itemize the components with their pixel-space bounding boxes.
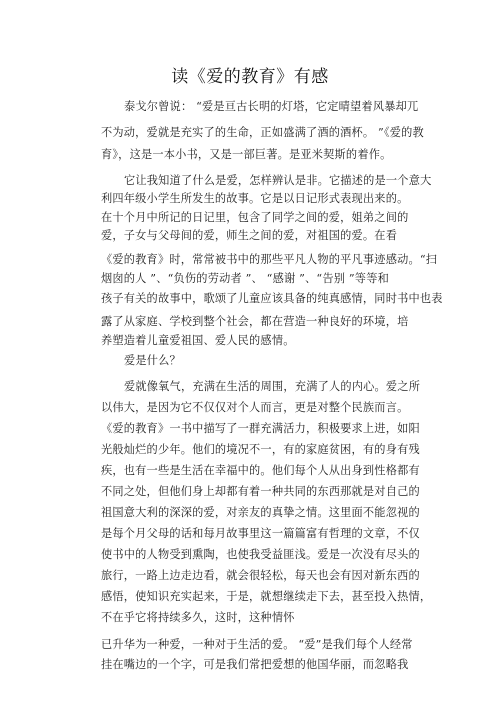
text-line: 光般灿烂的少年。他们的境况不一，有的家庭贫困，有的身有残 xyxy=(101,443,420,456)
text-line: 爱就像氧气，充满在生活的周围，充满了人的内心。爱之所 xyxy=(124,380,421,393)
text-line: 使书中的人物受到熏陶，也使我受益匪浅。爱是一次没有尽头的 xyxy=(101,548,420,561)
text-line: 不为动，爱就是充实了的生命，正如盛满了酒的酒杯。 ”《爱的教 xyxy=(101,126,424,139)
text-line: 是每个月父母的话和每月故事里这一篇篇富有哲理的文章，不仅 xyxy=(101,527,420,540)
text-line: 《爱的教育》时，常常被书中的那些平凡人物的平凡事迹感动。“扫 xyxy=(101,253,438,266)
text-line: 已升华为一种爱，一种对于生活的爱。 “爱”是我们每个人经常 xyxy=(101,638,413,651)
text-line: 旅行，一路上边走边看，就会很轻松，每天也会有因对新东西的 xyxy=(101,569,420,582)
text-line: 感悟，使知识充实起来，于是，就想继续走下去，甚至投入热情， xyxy=(101,590,432,603)
text-line: 在十个月中所记的日记里，包含了同学之间的爱，姐弟之间的 xyxy=(101,211,409,224)
text-line: 爱，子女与父母间的爱，师生之间的爱，对祖国的爱。在看 xyxy=(101,229,398,242)
text-line: 《爱的教育》一书中描写了一群充满活力，积极要求上进，如阳 xyxy=(101,422,420,435)
text-line: 挂在嘴边的一个字，可是我们常把爱想的他国华丽，而忽略我 xyxy=(101,658,409,671)
text-line: 泰戈尔曾说： “爱是亘古长明的灯塔，它定晴望着风暴却兀 xyxy=(124,100,419,113)
text-line: 它让我知道了什么是爱，怎样辨认是非。它描述的是一个意大 xyxy=(124,174,432,187)
text-line: 利四年级小学生所发生的故事。它是以日记形式表现出来的。 xyxy=(101,192,409,205)
text-line: 烟囱的人 ”、“负伤的劳动者 ”、 “感谢 ”、“告别 ”等等和 xyxy=(101,272,389,285)
text-line: 孩子有关的故事中，歌颂了儿童应该具备的纯真感情，同时书中也表 xyxy=(101,292,443,305)
text-line: 育》，这是一本小书，又是一部巨著。是亚米契斯的着作。 xyxy=(101,148,392,161)
text-line: 疾，也有一些是生活在幸福中的。他们每个人从出身到性格都有 xyxy=(101,464,420,477)
text-line: 不在乎它将持续多久，这时，这种情怀 xyxy=(101,611,295,624)
text-line: 养塑造着儿童爱祖国、爱人民的感情。 xyxy=(101,334,295,347)
section-question: 爱是什么？ xyxy=(124,354,181,367)
document-title: 读《爱的教育》有感 xyxy=(171,67,329,87)
text-line: 祖国意大利的深深的爱，对亲友的真挚之情。这里面不能忽视的 xyxy=(101,506,420,519)
text-line: 以伟大，是因为它不仅仅对个人而言，更是对整个民族而言。 xyxy=(101,401,409,414)
text-line: 露了从家庭、学校到整个社会，都在营造一种良好的环境，培 xyxy=(101,315,409,328)
text-line: 不同之处，但他们身上却都有着一种共同的东西那就是对自己的 xyxy=(101,485,420,498)
